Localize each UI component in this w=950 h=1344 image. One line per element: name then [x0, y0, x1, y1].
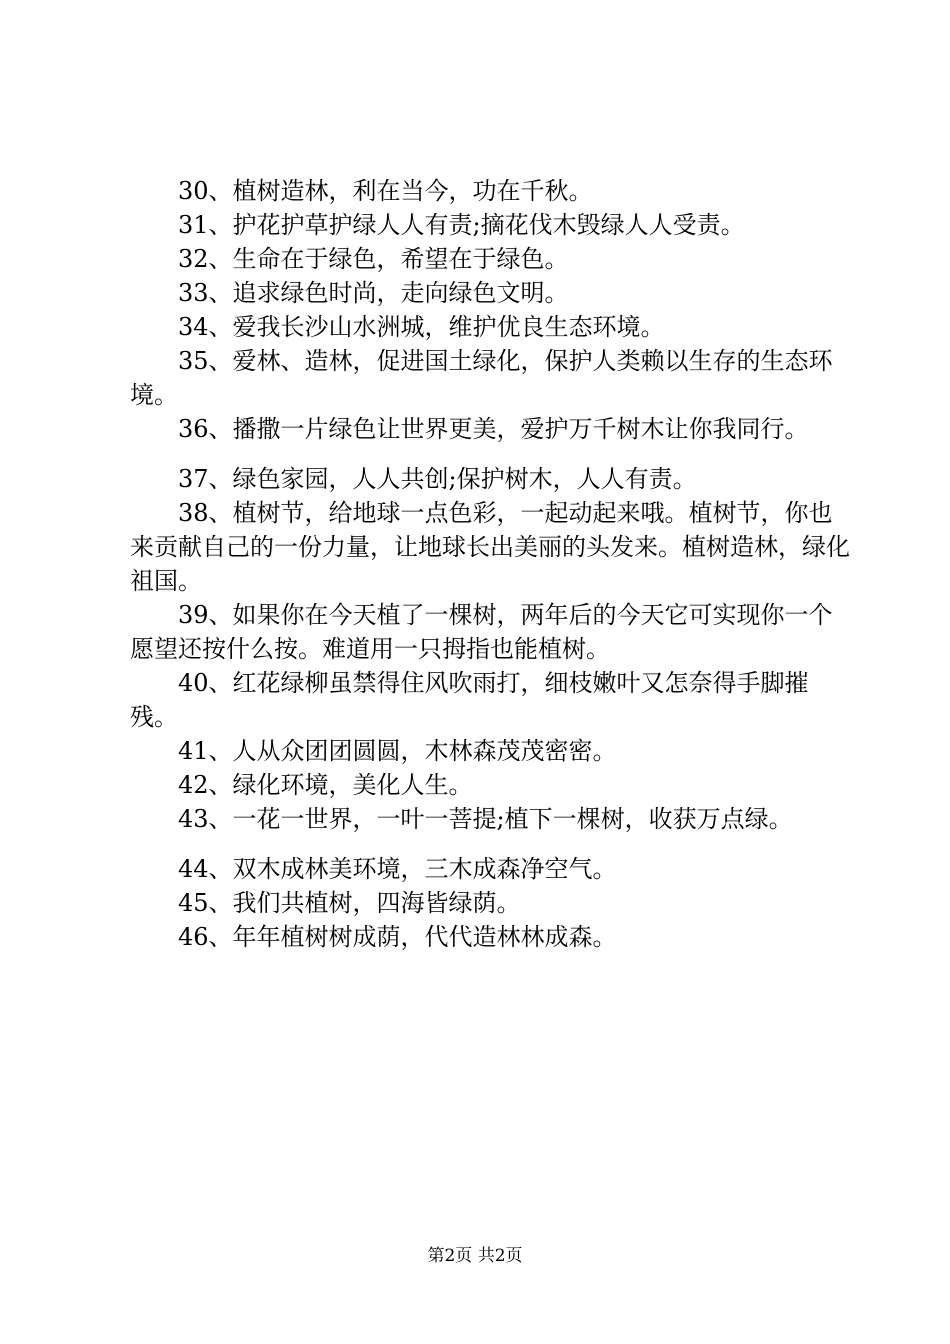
paragraph-32: 32、生命在于绿色，希望在于绿色。 [178, 245, 569, 273]
paragraph-41: 41、人从众团团圆圆，木林森茂茂密密。 [178, 737, 617, 765]
paragraph-31: 31、护花护草护绿人人有责;摘花伐木毁绿人人受责。 [178, 211, 745, 239]
paragraph-33: 33、追求绿色时尚，走向绿色文明。 [178, 279, 569, 307]
paragraph-40: 40、红花绿柳虽禁得住风吹雨打，细枝嫩叶又怎奈得手脚摧残。 [130, 669, 809, 731]
page-footer [0, 1244, 950, 1268]
paragraph-37: 37、绿色家园，人人共创;保护树木，人人有责。 [178, 465, 697, 493]
paragraph-46: 46、年年植树树成荫，代代造林林成森。 [178, 923, 617, 951]
paragraph-44: 44、双木成林美环境，三木成森净空气。 [178, 855, 617, 883]
paragraph-43: 43、一花一世界，一叶一菩提;植下一棵树，收获万点绿。 [178, 805, 793, 833]
paragraph-34: 34、爱我长沙山水洲城，维护优良生态环境。 [178, 313, 665, 341]
paragraph-35: 35、爱林、造林，促进国土绿化，保护人类赖以生存的生态环境。 [130, 347, 833, 409]
paragraph-36: 36、播撒一片绿色让世界更美，爱护万千树木让你我同行。 [178, 415, 809, 443]
document-body [130, 174, 850, 954]
paragraph-42: 42、绿化环境，美化人生。 [178, 771, 473, 799]
paragraph-45: 45、我们共植树，四海皆绿荫。 [178, 889, 521, 917]
page-number-label: 第2页 共2页 [427, 1246, 523, 1266]
paragraph-38: 38、植树节，给地球一点色彩，一起动起来哦。植树节，你也来贡献自己的一份力量，让地球长出美丽的头发来。植树造林，绿化祖国。 [130, 499, 850, 595]
paragraph-30: 30、植树造林，利在当今，功在千秋。 [178, 177, 593, 205]
paragraph-39: 39、如果你在今天植了一棵树，两年后的今天它可实现你一个愿望还按什么按。难道用一只拇指也能植树。 [130, 601, 833, 663]
